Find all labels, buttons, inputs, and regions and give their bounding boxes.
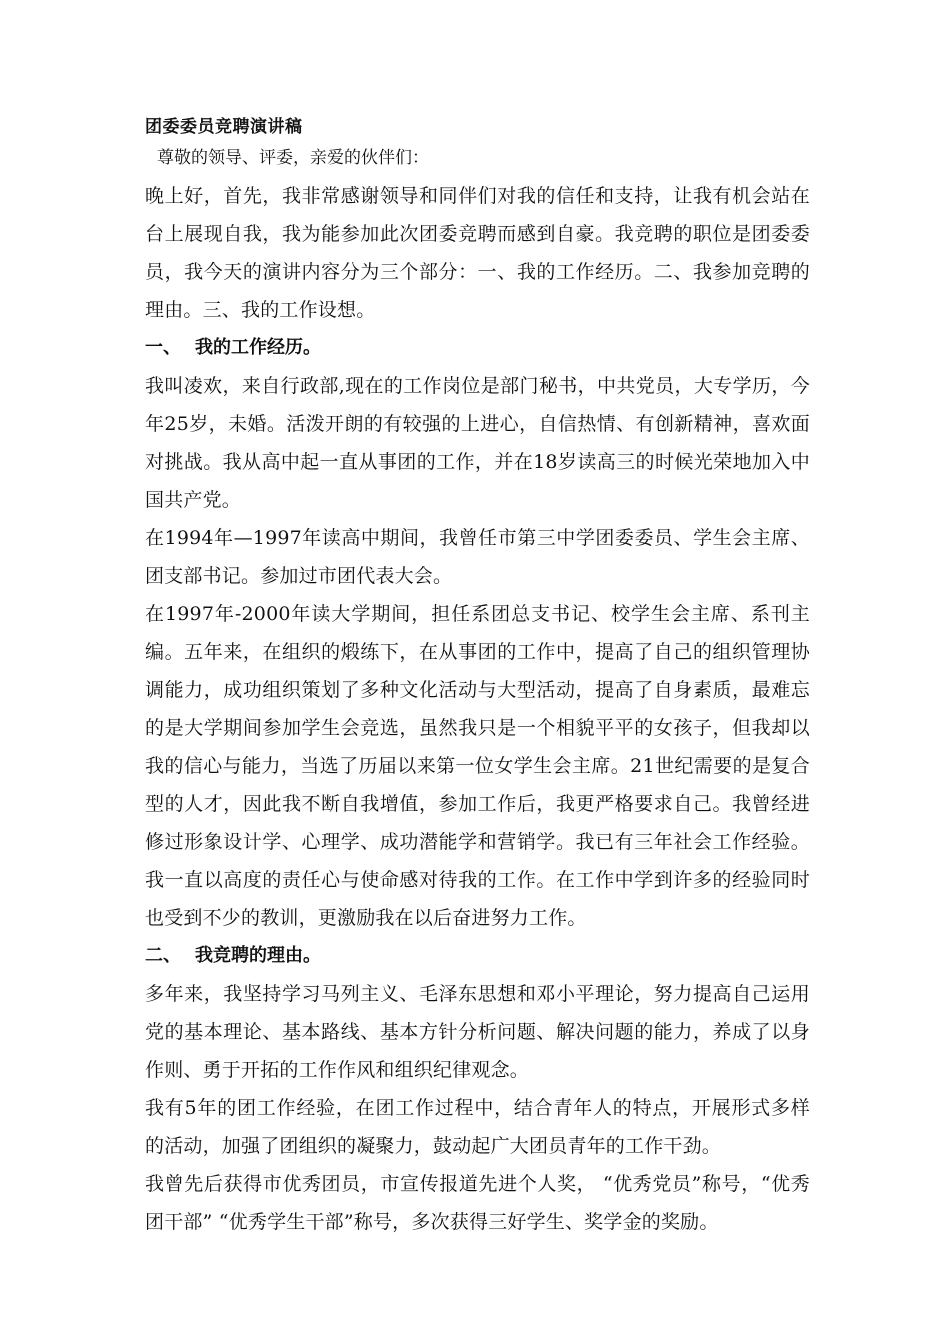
section-number: 一、 <box>145 337 181 358</box>
paragraph: 我叫凌欢，来自行政部,现在的工作岗位是部门秘书，中共党员，大专学历，今年25岁，未婚。活泼开朗的有较强的上进心，自信热情、有创新精神，喜欢面对挑战。我从高中起一直从事团的工作，并在18岁读高三的时候光荣地加入中国共产党。 <box>145 375 810 511</box>
section-heading-1 <box>145 329 810 367</box>
paragraph: 我曾先后获得市优秀团员，市宣传报道先进个人奖， “优秀党员”称号，“优秀团干部” “优秀学生干部”称号，多次获得三好学生、奖学金的奖励。 <box>145 1173 810 1233</box>
paragraph: 在1997年-2000年读大学期间，担任系团总支书记、校学生会主席、系刊主编。五年来，在组织的煅练下，在从事团的工作中，提高了自己的组织管理协调能力，成功组织策划了多种文化活动与大型活动，提高了自身素质，最难忘的是大学期间参加学生会竞选，虽然我只是一个相貌平平的女孩子，但我却以我的信心与能力，当选了历届以来第一位女学生会主席。21世纪需要的是复合型的人才，因此我不断自我增值，参加工作后，我更严格要求自己。我曾经进修过形象设计学、心理学、成功潜能学和营销学。我已有三年社会工作经验。我一直以高度的责任心与使命感对待我的工作。在工作中学到许多的经验同时也受到不少的教训，更激励我在以后奋进努力工作。 <box>145 603 810 929</box>
section-heading-text: 我竞聘的理由。 <box>195 945 321 966</box>
section-heading-2 <box>145 937 810 975</box>
document-title: 团委委员竞聘演讲稿 <box>145 117 303 137</box>
paragraph: 多年来，我坚持学习马列主义、毛泽东思想和邓小平理论，努力提高自己运用党的基本理论、基本路线、基本方针分析问题、解决问题的能力，养成了以身作则、勇于开拓的工作作风和组织纪律观念。 <box>145 983 810 1081</box>
document-page <box>145 115 810 1241</box>
section-number: 二、 <box>145 945 181 966</box>
intro-paragraph: 晚上好，首先，我非常感谢领导和同伴们对我的信任和支持，让我有机会站在台上展现自我，我为能参加此次团委竞聘而感到自豪。我竞聘的职位是团委委员，我今天的演讲内容分为三个部分：一、我的工作经历。二、我参加竞聘的理由。三、我的工作设想。 <box>145 185 810 321</box>
salutation: 尊敬的领导、评委，亲爱的伙伴们： <box>157 148 429 168</box>
section-heading-text: 我的工作经历。 <box>195 337 321 358</box>
paragraph: 在1994年—1997年读高中期间，我曾任市第三中学团委委员、学生会主席、团支部书记。参加过市团代表大会。 <box>145 527 810 587</box>
paragraph: 我有5年的团工作经验，在团工作过程中，结合青年人的特点，开展形式多样的活动，加强了团组织的凝聚力，鼓动起广大团员青年的工作干劲。 <box>145 1097 810 1157</box>
